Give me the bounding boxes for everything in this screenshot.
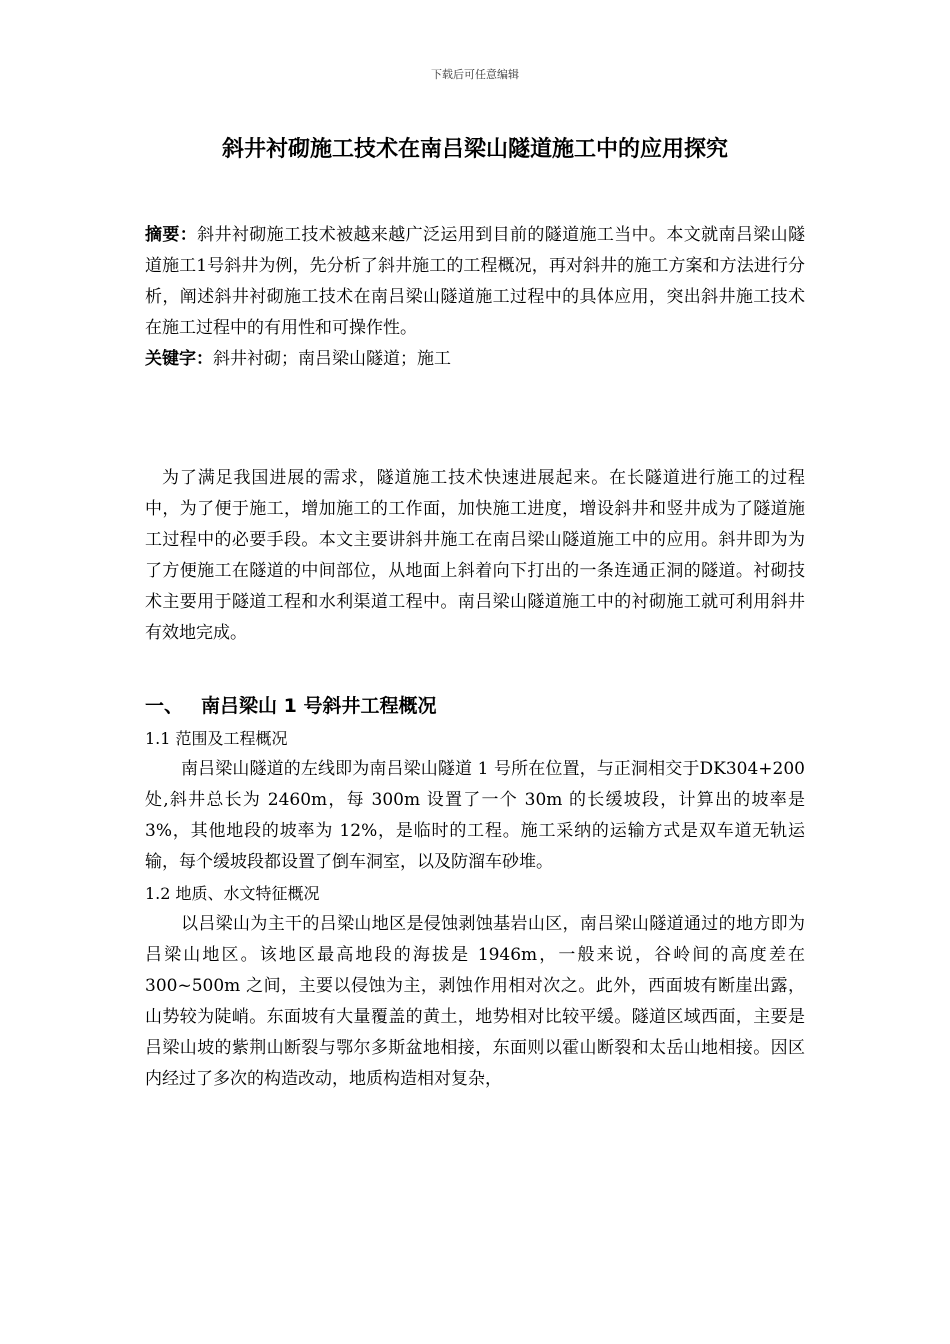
header-note: 下载后可任意编辑 [431, 68, 519, 81]
subsection-1-1-paragraph: 南吕梁山隧道的左线即为南吕梁山隧道 1 号所在位置，与正洞相交于DK304+200 处,斜井总长为 2460m，每 300m 设置了一个 30m 的长缓坡段，计算出的坡率是 3%，其他地段的坡率为 12%，是临时的工程。施工采纳的运输方式是双车道无轨运输，每个缓坡段都设置了倒车洞室，以及防溜车砂堆。 [145, 759, 805, 872]
section-number: 一、 [145, 695, 184, 717]
subsection-heading-1-2: 1.2 地质、水文特征概况 [145, 884, 320, 903]
abstract-text: 斜井衬砌施工技术被越来越广泛运用到目前的隧道施工当中。本文就南吕梁山隧道施工1号斜井为例，先分析了斜井施工的工程概况，再对斜井的施工方案和方法进行分析，阐述斜井衬砌施工技术在南吕梁山隧道施工过程中的具体应用，突出斜井施工技术在施工过程中的有用性和可操作性。 [145, 225, 806, 338]
section-heading-1 [145, 689, 805, 723]
document-title: 斜井衬砌施工技术在南吕梁山隧道施工中的应用探究 [221, 137, 728, 162]
subsection-heading-1-1: 1.1 范围及工程概况 [145, 729, 288, 748]
section-title: 南吕梁山 1 号斜井工程概况 [201, 695, 437, 717]
subsection-1-2-paragraph: 以吕梁山为主干的吕梁山地区是侵蚀剥蚀基岩山区，南吕梁山隧道通过的地方即为吕梁山地区。该地区最高地段的海拔是 1946m，一般来说，谷岭间的高度差在 300~500m 之间，主要以侵蚀为主，剥蚀作用相对次之。此外，西面坡有断崖出露，山势较为陡峭。东面坡有大量覆盖的黄土，地势相对比较平缓。隧道区域西面，主要是吕梁山坡的紫荆山断裂与鄂尔多斯盆地相接，东面则以霍山断裂和太岳山地相接。因区内经过了多次的构造改动，地质构造相对复杂， [145, 914, 805, 1089]
keywords-text: 斜井衬砌；南吕梁山隧道；施工 [213, 349, 451, 369]
abstract-paragraph [145, 220, 805, 344]
intro-paragraph: 为了满足我国进展的需求，隧道施工技术快速进展起来。在长隧道进行施工的过程中，为了便于施工，增加施工的工作面，加快施工进度，增设斜井和竖井成为了隧道施工过程中的必要手段。本文主要讲斜井施工在南吕梁山隧道施工中的应用。斜井即为为了方便施工在隧道的中间部位，从地面上斜着向下打出的一条连通正洞的隧道。衬砌技术主要用于隧道工程和水利渠道工程中。南吕梁山隧道施工中的衬砌施工就可利用斜井有效地完成。 [145, 468, 805, 643]
document-body [145, 128, 805, 1095]
keywords-paragraph [145, 344, 805, 375]
keywords-label: 关键字： [145, 349, 213, 369]
abstract-label: 摘要： [145, 225, 198, 245]
